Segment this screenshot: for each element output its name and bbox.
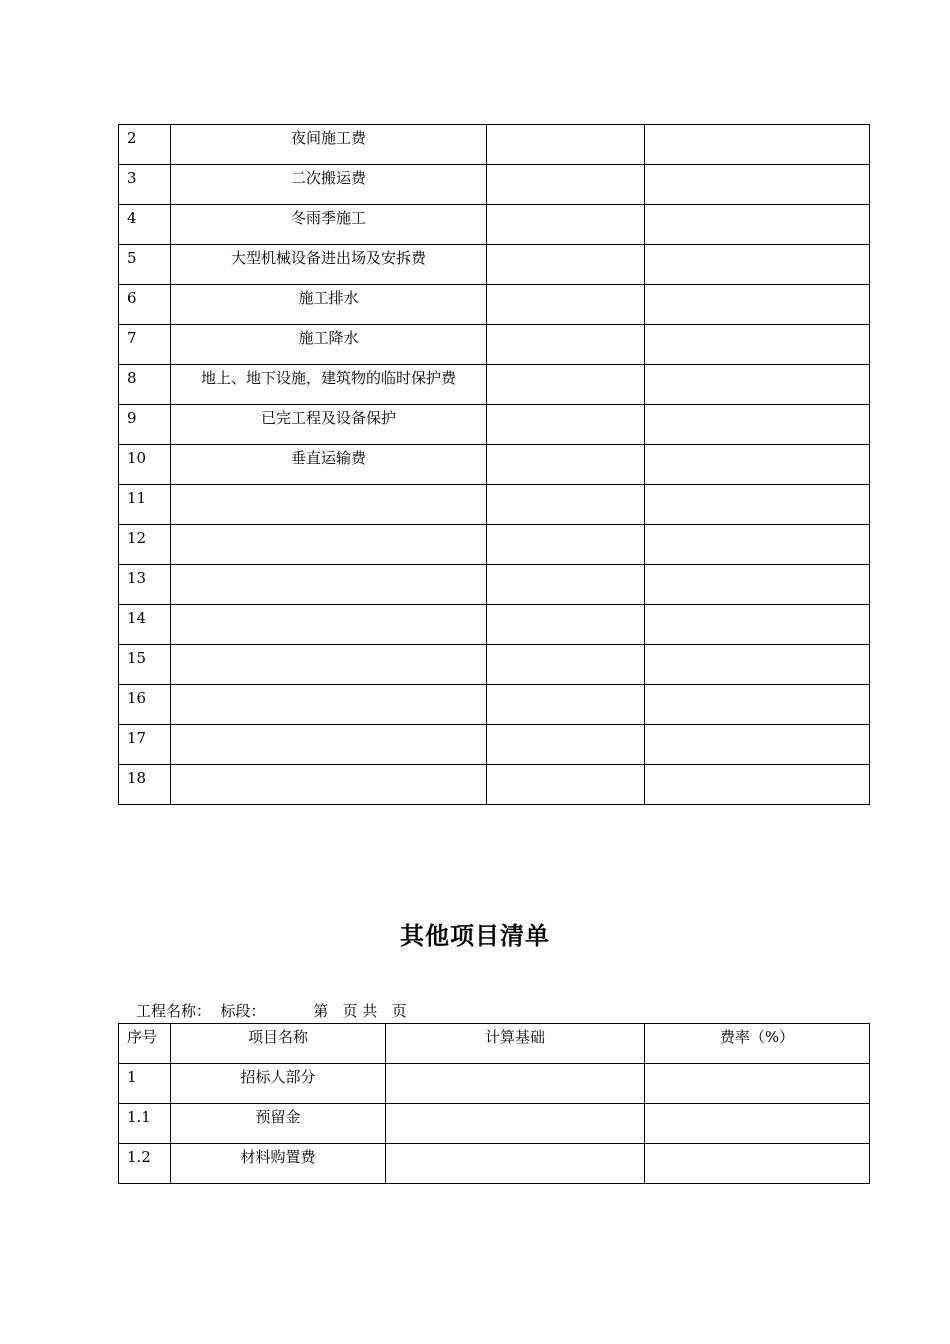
row-item-name: 夜间施工费 (171, 125, 487, 165)
row-cell-empty (645, 245, 870, 285)
row-cell-empty (487, 645, 645, 685)
row-cell-empty (645, 605, 870, 645)
row-cell-empty (645, 725, 870, 765)
table-row (119, 365, 870, 405)
row-number: 8 (119, 365, 171, 405)
row-number: 5 (119, 245, 171, 285)
table-row (119, 645, 870, 685)
row-number: 15 (119, 645, 171, 685)
page-title: 其他项目清单 (400, 922, 550, 950)
table-row (119, 605, 870, 645)
row-item-name (171, 525, 487, 565)
table-row (119, 725, 870, 765)
table-row (119, 445, 870, 485)
table-header-row (119, 1024, 870, 1064)
table-row (119, 245, 870, 285)
row-item-name (171, 685, 487, 725)
row-cell-empty (487, 445, 645, 485)
row-item-name: 已完工程及设备保护 (171, 405, 487, 445)
row-cell-empty (487, 125, 645, 165)
row-cell-empty (645, 565, 870, 605)
row-number: 14 (119, 605, 171, 645)
row-cell-empty (386, 1104, 645, 1144)
project-meta-line: 工程名称： 标段： 第 页 共 页 (136, 1002, 407, 1020)
row-number: 11 (119, 485, 171, 525)
row-number: 7 (119, 325, 171, 365)
row-cell-empty (645, 205, 870, 245)
row-item-name: 预留金 (171, 1104, 386, 1144)
measures-table (118, 124, 870, 805)
row-item-name (171, 565, 487, 605)
table-row (119, 685, 870, 725)
table-row (119, 205, 870, 245)
row-cell-empty (487, 205, 645, 245)
row-number: 1.1 (119, 1104, 171, 1144)
row-item-name: 冬雨季施工 (171, 205, 487, 245)
row-cell-empty (645, 165, 870, 205)
row-number: 17 (119, 725, 171, 765)
row-number: 12 (119, 525, 171, 565)
row-item-name (171, 485, 487, 525)
row-cell-empty (487, 605, 645, 645)
row-number: 2 (119, 125, 171, 165)
row-cell-empty (645, 685, 870, 725)
row-cell-empty (487, 325, 645, 365)
row-number: 16 (119, 685, 171, 725)
row-item-name: 大型机械设备进出场及安拆费 (171, 245, 487, 285)
row-cell-empty (487, 165, 645, 205)
row-number: 1.2 (119, 1144, 171, 1184)
row-cell-empty (487, 725, 645, 765)
row-cell-empty (645, 1064, 870, 1104)
row-cell-empty (645, 125, 870, 165)
row-cell-empty (487, 405, 645, 445)
row-number: 13 (119, 565, 171, 605)
row-item-name: 垂直运输费 (171, 445, 487, 485)
row-cell-empty (645, 485, 870, 525)
row-item-name (171, 605, 487, 645)
row-cell-empty (487, 525, 645, 565)
table-row (119, 1064, 870, 1104)
row-cell-empty (645, 765, 870, 805)
row-number: 4 (119, 205, 171, 245)
table-row (119, 485, 870, 525)
table-row (119, 325, 870, 365)
table-row (119, 125, 870, 165)
row-cell-empty (487, 685, 645, 725)
row-cell-empty (386, 1144, 645, 1184)
table-row (119, 565, 870, 605)
row-number: 3 (119, 165, 171, 205)
row-item-name: 二次搬运费 (171, 165, 487, 205)
row-cell-empty (645, 285, 870, 325)
row-number: 10 (119, 445, 171, 485)
row-item-name: 施工降水 (171, 325, 487, 365)
header-no: 序号 (119, 1024, 171, 1064)
header-name: 项目名称 (171, 1024, 386, 1064)
other-items-table (118, 1023, 870, 1184)
row-cell-empty (645, 645, 870, 685)
row-item-name (171, 765, 487, 805)
row-cell-empty (645, 365, 870, 405)
table-row (119, 165, 870, 205)
row-cell-empty (645, 445, 870, 485)
row-cell-empty (645, 525, 870, 565)
row-item-name (171, 725, 487, 765)
table-row (119, 765, 870, 805)
row-number: 18 (119, 765, 171, 805)
row-item-name: 施工排水 (171, 285, 487, 325)
row-cell-empty (487, 485, 645, 525)
row-cell-empty (386, 1064, 645, 1104)
row-item-name: 招标人部分 (171, 1064, 386, 1104)
row-cell-empty (645, 405, 870, 445)
table-row (119, 405, 870, 445)
row-item-name: 材料购置费 (171, 1144, 386, 1184)
table-row (119, 1104, 870, 1144)
row-cell-empty (487, 765, 645, 805)
row-item-name (171, 645, 487, 685)
header-rate: 费率（%） (645, 1024, 870, 1064)
row-cell-empty (645, 1104, 870, 1144)
row-cell-empty (487, 565, 645, 605)
row-number: 9 (119, 405, 171, 445)
row-cell-empty (487, 285, 645, 325)
row-cell-empty (487, 365, 645, 405)
row-item-name: 地上、地下设施，建筑物的临时保护费 (171, 365, 487, 405)
row-cell-empty (645, 1144, 870, 1184)
table-row (119, 1144, 870, 1184)
table-row (119, 525, 870, 565)
row-cell-empty (645, 325, 870, 365)
table-row (119, 285, 870, 325)
row-cell-empty (487, 245, 645, 285)
header-basis: 计算基础 (386, 1024, 645, 1064)
row-number: 1 (119, 1064, 171, 1104)
row-number: 6 (119, 285, 171, 325)
